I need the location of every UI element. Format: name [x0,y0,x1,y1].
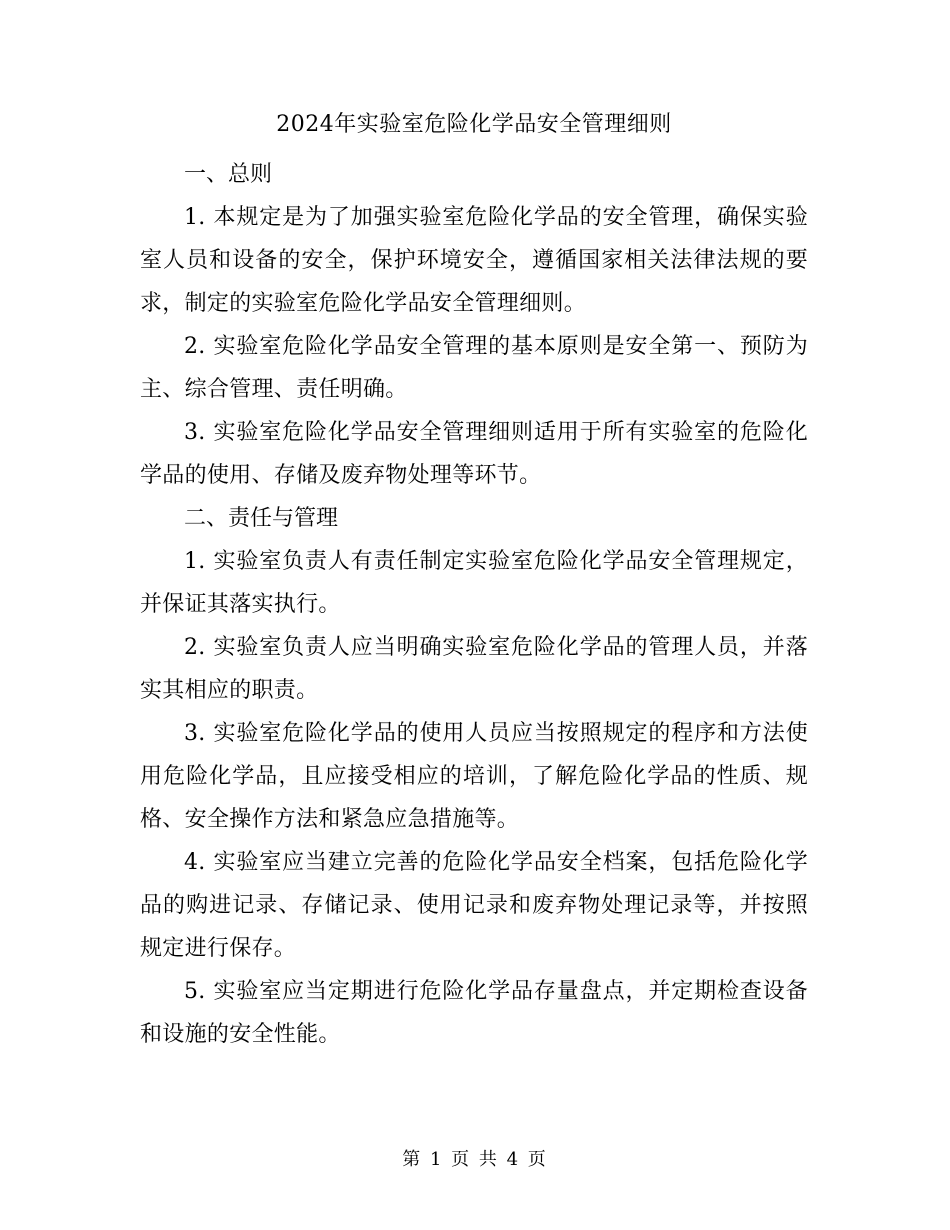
paragraph: 5. 实验室应当定期进行危险化学品存量盘点，并定期检查设备和设施的安全性能。 [140,979,808,1047]
document-body [140,105,808,1056]
paragraph: 2. 实验室负责人应当明确实验室危险化学品的管理人员，并落实其相应的职责。 [140,635,808,703]
paragraph: 1. 本规定是为了加强实验室危险化学品的安全管理，确保实验室人员和设备的安全，保护环境安全，遵循国家相关法律法规的要求，制定的实验室危险化学品安全管理细则。 [140,205,808,316]
section-heading-responsibility: 二、责任与管理 [184,506,339,531]
document-title: 2024年实验室危险化学品安全管理细则 [276,112,672,137]
paragraph: 3. 实验室危险化学品的使用人员应当按照规定的程序和方法使用危险化学品，且应接受相应的培训，了解危险化学品的性质、规格、安全操作方法和紧急应急措施等。 [140,721,808,832]
page-number-footer: 第 1 页 共 4 页 [402,1149,548,1170]
paragraph: 1. 实验室负责人有责任制定实验室危险化学品安全管理规定，并保证其落实执行。 [140,549,808,617]
paragraph: 3. 实验室危险化学品安全管理细则适用于所有实验室的危险化学品的使用、存储及废弃物处理等环节。 [140,420,808,488]
paragraph: 4. 实验室应当建立完善的危险化学品安全档案，包括危险化学品的购进记录、存储记录、使用记录和废弃物处理记录等，并按照规定进行保存。 [140,850,808,961]
section-heading-general: 一、总则 [184,162,273,187]
paragraph: 2. 实验室危险化学品安全管理的基本原则是安全第一、预防为主、综合管理、责任明确。 [140,334,808,402]
